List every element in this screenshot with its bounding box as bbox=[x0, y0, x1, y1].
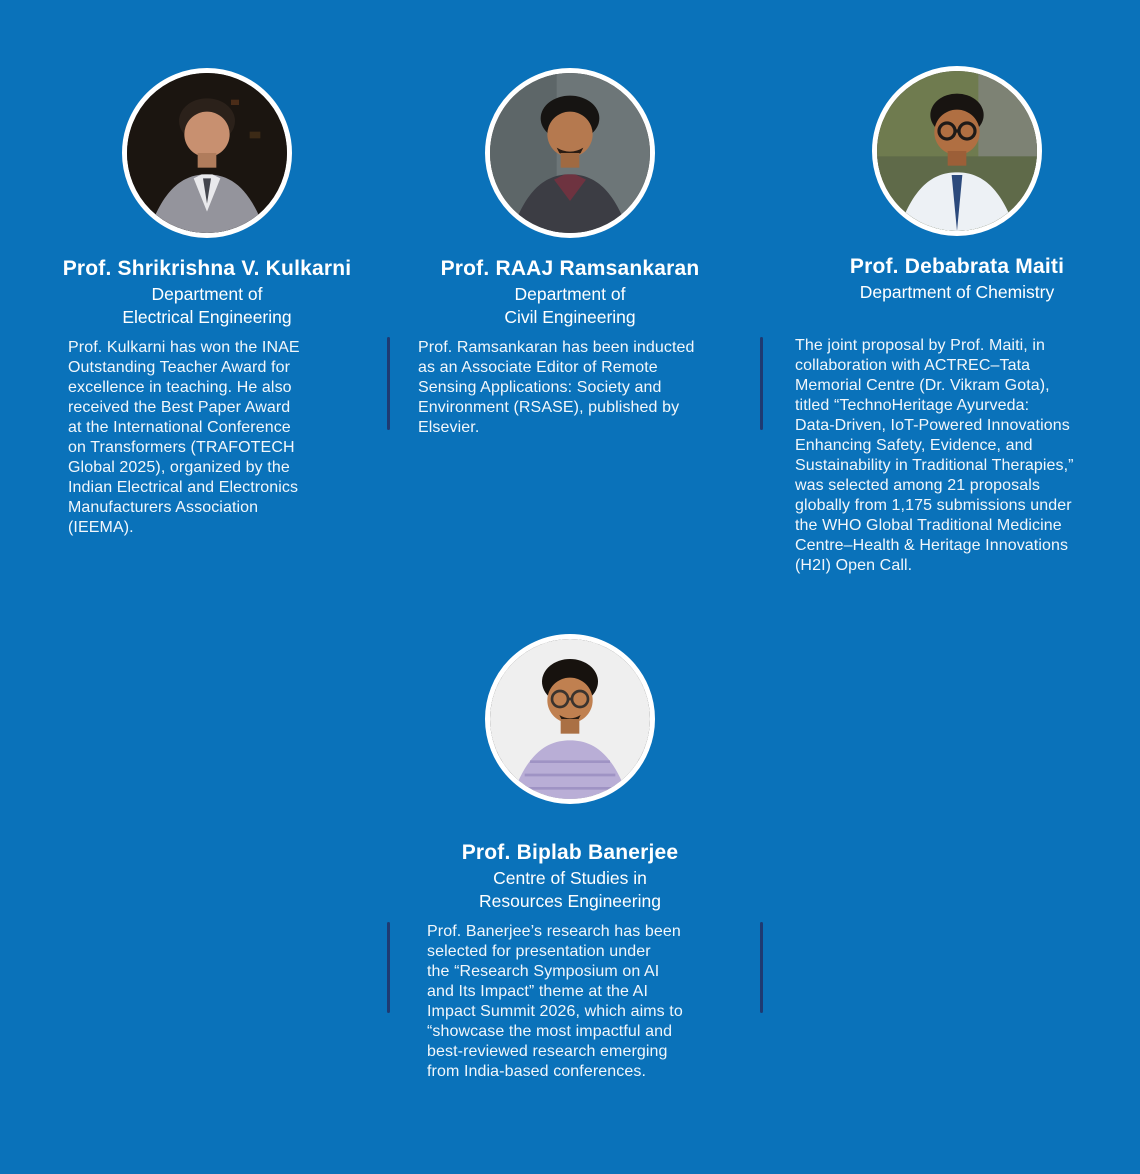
vertical-divider bbox=[760, 337, 763, 430]
professor-bio: Prof. Banerjee’s research has been selected for presentation under the “Research Symposium on AI and Its Impact” theme at the AI Impact Summit 2026, which aims to “showcase the most impactful and best-reviewed research emerging from India-based conferences. bbox=[427, 923, 683, 1080]
portrait-placeholder-illustration bbox=[127, 73, 287, 233]
professor-bio: Prof. Ramsankaran has been inducted as an Associate Editor of Remote Sensing Applications: Society and Environment (RSASE), published by Elsevier. bbox=[418, 339, 695, 436]
professor-bio: The joint proposal by Prof. Maiti, in collaboration with ACTREC–Tata Memorial Centre (Dr. Vikram Gota), titled “TechnoHeritage Ayurveda: Data-Driven, IoT-Powered Innovations Enhancing Safety, Evidence, and Sustainability in Traditional Therapies,” was selected among 21 proposals globally from 1,175 submissions under the WHO Global Traditional Medicine Centre–Health & Heritage Innovations (H2I) Open Call. bbox=[795, 337, 1074, 574]
profile-photo bbox=[872, 66, 1042, 236]
professor-department: Department of Electrical Engineering bbox=[122, 284, 292, 327]
profile-card-ramsankaran bbox=[403, 68, 737, 438]
identity-block bbox=[40, 256, 374, 338]
portrait-placeholder-illustration bbox=[490, 73, 650, 233]
profile-card-banerjee bbox=[403, 634, 737, 1082]
vertical-divider bbox=[760, 922, 763, 1013]
identity-block bbox=[790, 254, 1124, 336]
professor-department: Department of Chemistry bbox=[859, 282, 1055, 302]
professor-name: Prof. Biplab Banerjee bbox=[461, 841, 679, 864]
profile-card-kulkarni bbox=[40, 68, 374, 538]
identity-block bbox=[403, 256, 737, 338]
professor-name: Prof. RAAJ Ramsankaran bbox=[440, 257, 700, 280]
professor-name: Prof. Debabrata Maiti bbox=[849, 255, 1065, 278]
professor-bio: Prof. Kulkarni has won the INAE Outstanding Teacher Award for excellence in teaching. He also received the Best Paper Award at the International Conference on Transformers (TRAFOTECH Global 2025), organized by the Indian Electrical and Electronics Manufacturers Association (IEEMA). bbox=[68, 339, 300, 536]
vertical-divider bbox=[387, 922, 390, 1013]
professor-department: Centre of Studies in Resources Engineering bbox=[479, 868, 661, 911]
portrait-placeholder-illustration bbox=[877, 71, 1037, 231]
professor-department: Department of Civil Engineering bbox=[504, 284, 636, 327]
profile-photo bbox=[122, 68, 292, 238]
profile-card-maiti bbox=[790, 66, 1124, 576]
professor-name: Prof. Shrikrishna V. Kulkarni bbox=[62, 257, 352, 280]
vertical-divider bbox=[387, 337, 390, 430]
portrait-placeholder-illustration bbox=[490, 639, 650, 799]
identity-block bbox=[403, 840, 737, 922]
profile-photo bbox=[485, 634, 655, 804]
profile-photo bbox=[485, 68, 655, 238]
